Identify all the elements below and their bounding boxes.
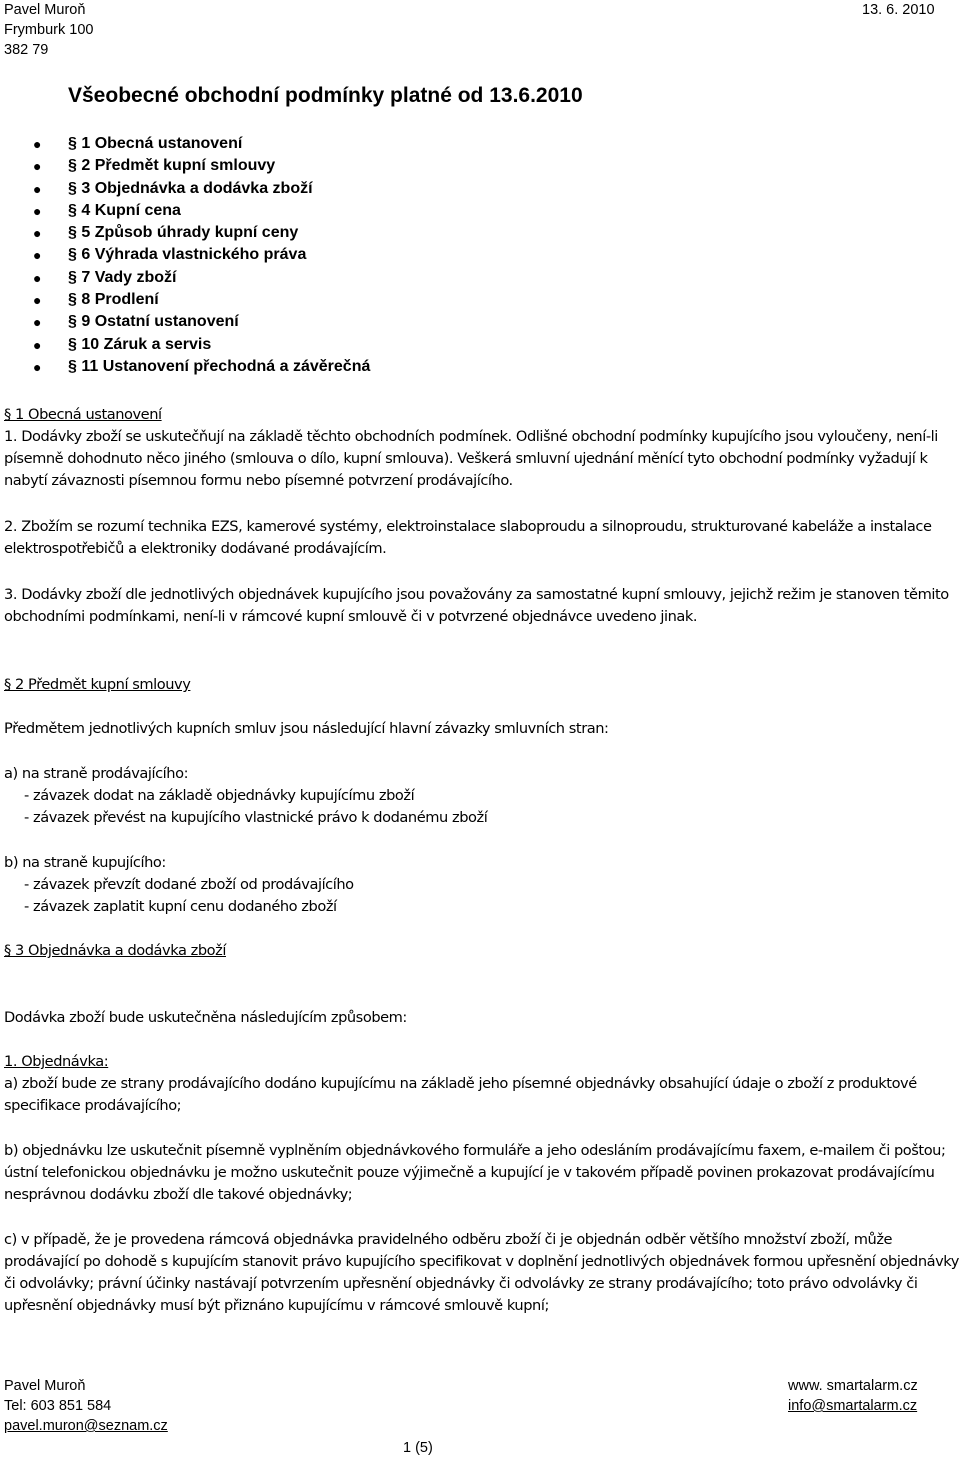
list-item: - závazek převzít dodané zboží od prodávajícího [24,876,354,893]
footer-phone: Tel: 603 851 584 [4,1398,112,1414]
footer-name: Pavel Muroň [4,1378,86,1394]
section-2-buyer-label: b) na straně kupujícího: [4,854,166,871]
footer-web [788,1376,918,1416]
footer-email-link[interactable]: pavel.muron@seznam.cz [4,1418,168,1434]
header-date: 13. 6. 2010 [862,2,935,18]
bullet-icon: ● [33,136,42,152]
bullet-icon: ● [33,225,42,242]
toc-item[interactable]: ● § 6 Výhrada vlastnického práva [0,244,370,266]
page-number: 1 (5) [403,1440,433,1456]
bullet-icon: ● [33,202,42,219]
toc-item[interactable]: ● § 4 Kupní cena [0,200,370,222]
toc-item[interactable]: ● § 3 Objednávka a dodávka zboží [0,178,370,200]
footer-website[interactable]: www. smartalarm.cz [788,1378,918,1394]
bullet-icon: ● [33,336,42,353]
section-1-heading[interactable]: § 1 Obecná ustanovení [4,406,162,423]
bullet-icon: ● [33,314,42,331]
section-3-item-a: a) zboží bude ze strany prodávajícího dodáno kupujícímu na základě jeho písemné objednávky obsahující údaje o zboží z produktové specifikace prodávajícího; [4,1075,917,1114]
section-2-seller-label: a) na straně prodávajícího: [4,765,189,782]
section-3-intro: Dodávka zboží bude uskutečněna následujícím způsobem: [4,1009,407,1026]
toc-item[interactable]: ● § 9 Ostatní ustanovení [0,311,370,333]
toc-item[interactable]: ● § 7 Vady zboží [0,267,370,289]
toc-item[interactable]: ● § 8 Prodlení [0,289,370,311]
section-3-item-b: b) objednávku lze uskutečnit písemně vyplněním objednávkového formuláře a jeho odesláním prodávajícímu faxem, e-mailem či poštou; ústní telefonickou objednávku je možno uskutečnit pouze výjimečně a kupující je v takovém případě povinen prokazovat prodávajícímu nesprávnou dodávku zboží dle takové objednávky; [4,1142,946,1203]
toc-item[interactable]: ● § 2 Předmět kupní smlouvy [0,155,370,177]
list-item: - závazek zaplatit kupní cenu dodaného zboží [24,898,337,915]
table-of-contents [0,133,370,378]
list-item: - závazek převést na kupujícího vlastnické právo k dodanému zboží [24,809,488,826]
section-3-item-c: c) v případě, že je provedena rámcová objednávka pravidelného odběru zboží či je objednán odběr většího množství zboží, může prodávající po dohodě s kupujícím stanovit právo kupujícího specifikovat v doplnění jednotlivých objednávek formou upřesnění objednávky či odvolávky; právní účinky nastávají potvrzením upřesnění objednávky či odvolávky ze strany prodávajícího; toto právo odvolávky či upřesnění objednávky musí být přiznáno kupujícímu v rámcové smlouvě kupní; [4,1231,959,1314]
section-3-heading[interactable]: § 3 Objednávka a dodávka zboží [4,942,226,959]
section-3-subheading: 1. Objednávka: [4,1053,109,1070]
bullet-icon: ● [33,269,42,286]
section-2-heading[interactable]: § 2 Předmět kupní smlouvy [4,676,191,693]
section-2-intro: Předmětem jednotlivých kupních smluv jsou následující hlavní závazky smluvních stran: [4,720,609,737]
toc-item[interactable]: ● § 1 Obecná ustanovení [0,133,370,155]
bullet-icon: ● [33,158,42,175]
toc-item[interactable]: ● § 5 Způsob úhrady kupní ceny [0,222,370,244]
bullet-icon: ● [33,180,42,197]
section-1-paragraph-1: 1. Dodávky zboží se uskutečňují na základě těchto obchodních podmínek. Odlišné obchodní podmínky kupujícího jsou vyloučeny, není-li písemně dohodnuto něco jiného (smlouva o dílo, kupní smlouva). Veškerá smluvní ujednání měnící tyto obchodní podmínky vyžadují k nabytí závaznosti písemnou formu nebo písemné potvrzení prodávajícího. [4,428,938,489]
toc-item[interactable]: ● § 10 Záruk a servis [0,334,370,356]
toc-item[interactable]: ● § 11 Ustanovení přechodná a závěrečná [0,356,370,378]
bullet-icon: ● [33,358,42,375]
footer-info-email-link[interactable]: info@smartalarm.cz [788,1398,918,1414]
section-1-paragraph-3: 3. Dodávky zboží dle jednotlivých objednávek kupujícího jsou považovány za samostatné kupní smlouvy, jejichž režim je stanoven těmito obchodními podmínkami, není-li v rámcové kupní smlouvě či v potvrzené objednávce uvedeno jinak. [4,586,949,625]
footer-contact [4,1376,168,1436]
bullet-icon: ● [33,247,42,264]
page-title: Všeobecné obchodní podmínky platné od 13.6.2010 [68,84,583,107]
section-1-paragraph-2: 2. Zbožím se rozumí technika EZS, kamerové systémy, elektroinstalace slaboproudu a silnoproudu, strukturované kabeláže a instalace elektrospotřebičů a elektroniky dodávané prodávajícím. [4,518,932,557]
header-street: Frymburk 100 [4,22,94,38]
list-item: - závazek dodat na základě objednávky kupujícímu zboží [24,787,415,804]
header-name: Pavel Muroň [4,2,86,18]
header-zip: 382 79 [4,42,49,58]
header-address [4,0,93,60]
bullet-icon: ● [33,292,42,309]
